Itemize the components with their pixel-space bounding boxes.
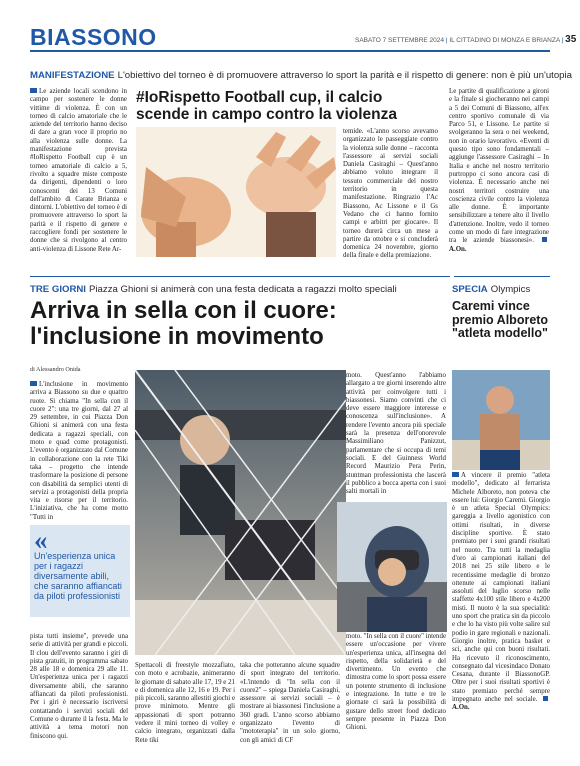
lead-marker-2 [30,381,37,386]
article2-col2: Spettacoli di freestyle mozzafiato, con moto e acrobazie, animeranno le giornate di sabato alle 17, 19 e 21 e di domenica alle 12, 16 e 19. Per i più piccoli, saranno allestiti giochi e prove minimoto. Mentre gli appassionati di sport potranno vedere il mini torneo di volley e calcio integrato, organizzati dalla Rete tiki [135,662,235,744]
article2-kicker-line [30,284,450,295]
header-meta: SABATO 7 SETTEMBRE 2024 | IL CITTADINO DI MONZA E BRIANZA | 35 [355,34,577,45]
article2-col1: L'inclusione in movimento arriva a Biassono su due e quattro ruote. Si chiama "In sella con il cuore 2": una tre giorni, dal 27 al 29 settembre, in cui Piazza Don Ghioni si animerà con una festa dedicata a ragazzi speciali, con moto e quad come protagonisti. L'evento è organizzato dal Comune in collaborazione con la rete Tiki taka – progetto che intende trasformare la posizione di persone con disabilità da semplici utenti di servizi a protagonisti della propria vita e risorse per il territorio. L'iniziativa, che ha come motto "Tutti in [30,381,128,521]
article3-body: A vincere il premio "atleta modello", dedicato al ferrarista Michele Alboreto, non poteva che essere lui: Giorgio Caremi. Giorgio è un atleta Special Olympics: gareggia a livello agonistico con ottimi risultati, in diverse discipline sportive. È stato premiato per i suoi grandi risultati nel nuoto. Tra tutti la medaglia d'oro ai campionati italiani del 2018 nei 25 stile libero e le recentissime medaglie di bronzo ottenute ai campionati italiani assoluti del luglio scorso nelle staffette 4x100 stile libero e 4x200 misti. Il nuoto è la sua specialità: uno sport che pratica sin da piccolo e che lo ha visto più volte salire sul podio in gare regionali e nazionali. Giorgio inoltre, pratica basket e sci, anche qui con buoni risultati. Ha ricevuto il riconoscimento, consegnato dal vicesindaco Donato Cesana, durante il BiassonoGP. Oltre per i suoi risultati sportivi è stato premiato perché sempre impegnato anche nel sociale. A.On. [452,472,550,712]
article1-kicker-sub: L'obiettivo del torneo è di promuovere attraverso lo sport la parità e il rispetto di genere: non è più un'utopia [117,70,572,81]
article3-title: Caremi vince premio Alboreto "atleta modello" [452,299,549,340]
bike-photo [135,370,346,655]
article3-kicker: SPECIA [452,284,488,295]
header-paper: IL CITTADINO DI MONZA E BRIANZA [449,37,560,44]
section-title: BIASSONO [30,24,157,50]
separator-1b [454,276,550,277]
page-number: 35 [565,34,577,45]
athlete-photo [452,370,550,470]
athlete-icon [452,370,550,470]
helmet-icon [337,502,447,632]
motorcycle-icon [135,370,346,655]
article1-kicker-line [30,70,572,81]
pull-quote-text: Un'esperienza unica per i ragazzi diversamente abili, che saranno affiancati da piloti professionisti [34,551,122,601]
pull-quote [30,525,130,617]
article2-kicker: TRE GIORNI [30,284,86,295]
article3-signature: A.On. [452,704,470,712]
article1-title: #IoRispetto Football cup, il calcio scende in campo contro la violenza [136,89,397,123]
hands-photo [136,127,336,257]
article2-col3: taka che potteranno alcune squadre di sport integrato del territorio. «L'intendo di "In sella con il cuore2" – spiega Daniela Casiraghi, assessore ai servizi sociali – è mostrare ai biassonesi l'inclusione a 360 gradi. L'anno scorso abbiamo organizzato l'evento di "mototerapia" in un solo giorno, con gli amici di CF [240,662,340,744]
article2-title: Arriva in sella con il cuore: l'inclusione in movimento [30,297,337,350]
end-marker [542,237,547,242]
lead-marker [30,88,37,93]
separator-1 [30,276,450,277]
lead-marker-3 [452,472,459,477]
article1-col2: temide. «L'anno scorso avevamo organizzato le passeggiate contro la violenza sulle donne – racconta l'assessore ai servizi sociali Daniela Casiraghi – Quest'anno abbiamo voluto integrare il tessuto commerciale del nostro territorio in questa manifestazione. Ringrazio l'Ac Biassono, Ac Lissone e il Gs Vedano che ci hanno fornito campi e arbitri per giocare». Il torneo durerà circa un mese a partire da ottobre e si concluderà domenica 24 novembre, giorno della finale e della premiazione. [343,128,438,260]
helmet-photo [337,502,447,632]
header-rule [30,50,550,52]
article2-col4b: moto. "In sella con il cuore" intende essere un'occasione per vivere un'esperienza unica, all'insegna del rispetto, della solidarietà e del divertimento. Un evento che dimostra come lo sport possa essere un potente strumento di inclusione e integrazione. In tutte e tre le giornate ci sarà la possibilità di gustare dello street food dedicato sempre presente in Piazza Don Ghioni. [346,633,446,732]
article2-kicker-sub: Piazza Ghioni si animerà con una festa dedicata a ragazzi molto speciali [89,284,397,295]
article1-signature: A.On. [449,245,467,253]
article1-col1: Le aziende locali scendono in campo per sostenere le donne vittime di violenza. È con un torneo di calcio amatoriale che le aziende del territorio hanno deciso di dare a gran voce il proprio no alla violenza sulle donne. La manifestazione prevista #IoRispetto Football cup è un torneo amatoriale di calcio a 5, rivolto a squadre miste composte da dirigenti, dipendenti o loro conoscenti dei 13 Comuni dell'ambito di Carate Brianza e dintorni. L'obiettivo del torneo è di promuovere attraverso lo sport la parità e il rispetto di genere e raccogliere fondi per sostenere le donne che si rivolgono al centro anti-violenza di Lissone Rete Ar- [30,88,127,253]
article2-col4a: moto. Quest'anno l'abbiamo allargato a tre giorni inserendo altre attività per coinvolgere tutti i biassonesi. Siamo convinti che ci deve essere maggiore interesse e conoscenza sull'inclusione». A rendere l'evento ancora più speciale sarà la presenza dell'onorevole Massimiliano Panizzut, parlamentare che si occupa di temi sociali. E del Guinness World Record Maurizio Pera Perin, stuntman professionista che lascerà il pubblico a bocca aperta con i suoi salti mortali in [346,372,446,496]
article2-byline: di Alessandro Onida [30,366,81,373]
article1-kicker: MANIFESTAZIONE [30,70,115,81]
article1-col3: Le partite di qualificazione a gironi e la finale si giocheranno nei campi a 5 dei Comuni di Biassono, all'ex centro sportivo comunale di via Parco 51, e Lissone. Le partite si svolgeranno la sera o nei weekend, non in orario lavorativo. «Eventi di questo tipo sono fondamentali – aggiunge l'assessore Casiraghi – In Italia e anche nel nostro territorio purtroppo ci sono ancora casi di violenza. È necessario anche nei nostri territori costruire una coscienza civile contro la violenza alle donne. È importante sensibilizzare a tenere alto il livello d'attenzione. Inoltre, vedo il torneo come un modo di fare integrazione tra le aziende biassonesi». A.On. [449,88,549,253]
quote-icon: « [34,525,48,555]
article3-kicker-sub: Olympics [490,284,531,295]
hands-icon [136,127,336,257]
header-date: SABATO 7 SETTEMBRE 2024 [355,37,444,44]
article3-kicker-line [452,284,552,295]
article2-col1b: pista tutti insieme", prevede una serie di attività per grandi e piccoli. Il clou dell'evento saranno i giri di pista gratuiti, in programma sabato 28 alle 18 e domenica 29 alle 11. Un'esperienza unica per i ragazzi diversamente abili, che saranno affiancati da piloti professionisti. Per i giri è necessario iscriversi contattando i servizi sociali del Comune o durante il la festa. Ma le attività a tema motori non finiscono qui. [30,633,128,740]
end-marker-3 [543,696,548,701]
